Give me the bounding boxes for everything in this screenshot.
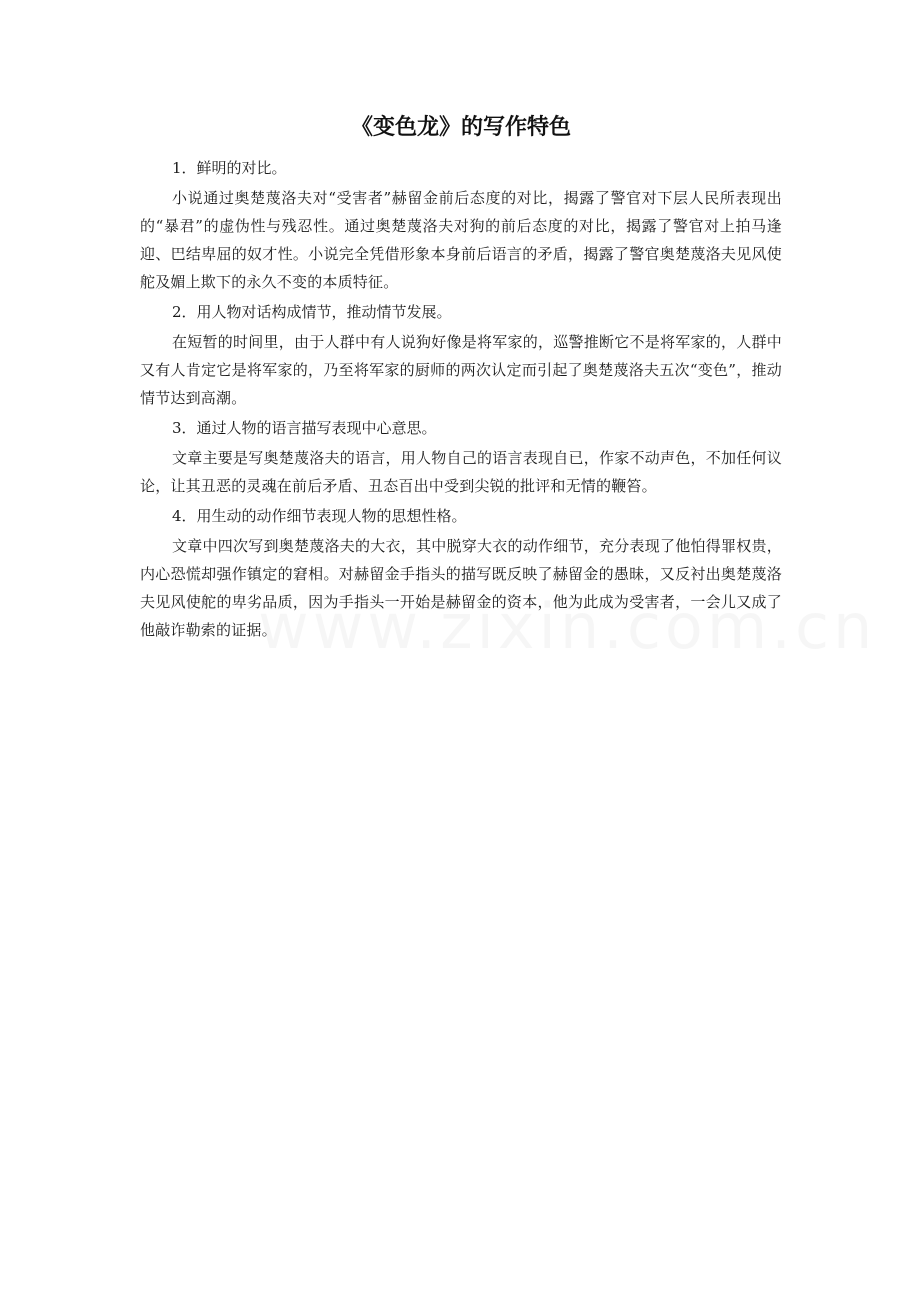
section-body-3: 文章主要是写奥楚蔑洛夫的语言，用人物自己的语言表现自已，作家不动声色，不加任何议论，让其丑恶的灵魂在前后矛盾、丑态百出中受到尖锐的批评和无情的鞭笞。 [140,449,782,495]
section-heading-1: 1．鲜明的对比。 [172,159,287,177]
document-page [140,108,782,646]
document-title: 《变色龙》的写作特色 [350,115,571,140]
section-heading-3: 3．通过人物的语言描写表现中心意思。 [172,419,437,437]
section-body-2: 在短暂的时间里，由于人群中有人说狗好像是将军家的，巡警推断它不是将军家的，人群中又有人肯定它是将军家的，乃至将军家的厨师的两次认定而引起了奥楚蔑洛夫五次“变色”，推动情节达到高潮。 [140,333,782,407]
section-body-1: 小说通过奥楚蔑洛夫对“受害者”赫留金前后态度的对比，揭露了警官对下层人民所表现出的“暴君”的虚伪性与残忍性。通过奥楚蔑洛夫对狗的前后态度的对比，揭露了警官对上拍马逢迎、巴结卑屈的奴才性。小说完全凭借形象本身前后语言的矛盾，揭露了警官奥楚蔑洛夫见风使舵及媚上欺下的永久不变的本质特征。 [140,189,782,291]
section-heading-4: 4．用生动的动作细节表现人物的思想性格。 [172,507,467,525]
section-body-4: 文章中四次写到奥楚蔑洛夫的大衣，其中脱穿大衣的动作细节，充分表现了他怕得罪权贵，内心恐慌却强作镇定的窘相。对赫留金手指头的描写既反映了赫留金的愚昧，又反衬出奥楚蔑洛夫见风使舵的卑劣品质，因为手指头一开始是赫留金的资本，他为此成为受害者，一会儿又成了他敲诈勒索的证据。 [140,537,782,639]
section-heading-2: 2．用人物对话构成情节，推动情节发展。 [172,303,452,321]
